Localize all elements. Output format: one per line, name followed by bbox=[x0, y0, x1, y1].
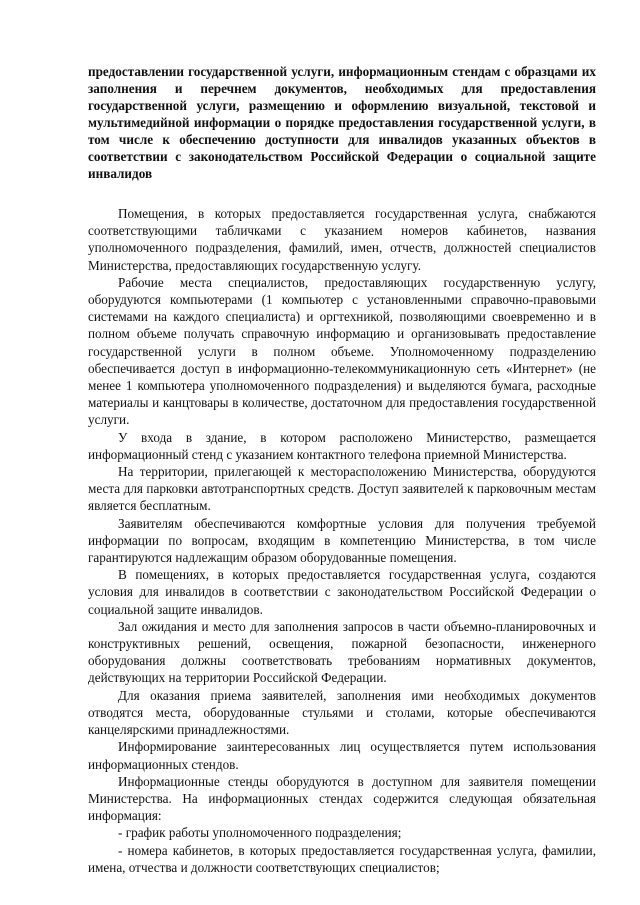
paragraph: В помещениях, в которых предоставляется государственная услуга, создаются условия для инвалидов в соответствии с законодательством Российской Федерации о социальной защите инвалидов. bbox=[88, 567, 596, 617]
document-page bbox=[88, 56, 596, 876]
section-heading: предоставлении государственной услуги, информационным стендам с образцами их заполнения и перечнем документов, необходимых для предоставления государственной услуги, размещению и оформлению визуальной, текстовой и мультимедийной информации о порядке предоставления государственной услуги, в том числе к обеспечению доступности для инвалидов указанных объектов в соответствии с законодательством Российской Федерации о социальной защите инвалидов bbox=[88, 64, 596, 181]
paragraph: Зал ожидания и место для заполнения запросов в части объемно-планировочных и конструктивных решений, освещения, пожарной безопасности, инженерного оборудования должны соответствовать требованиям нормативных документов, действующих на территории Российской Федерации. bbox=[88, 618, 596, 686]
paragraph: У входа в здание, в котором расположено Министерство, размещается информационный стенд с указанием контактного телефона приемной Министерства. bbox=[88, 429, 596, 462]
paragraph: Для оказания приема заявителей, заполнения ими необходимых документов отводятся места, оборудованные стульями и столами, которые обеспечиваются канцелярскими принадлежностями. bbox=[88, 687, 596, 738]
body-text bbox=[88, 205, 596, 876]
list-item: - номера кабинетов, в которых предоставляется государственная услуга, фамилии, имена, отчества и должности соответствующих специалистов; bbox=[88, 842, 596, 875]
paragraph: Информирование заинтересованных лиц осуществляется путем использования информационных стендов. bbox=[88, 739, 596, 772]
list-item: - график работы уполномоченного подразделения; bbox=[118, 825, 402, 841]
paragraph: На территории, прилегающей к месторасположению Министерства, оборудуются места для парковки автотранспортных средств. Доступ заявителей к парковочным местам является бесплатным. bbox=[88, 464, 596, 514]
paragraph: Информационные стенды оборудуются в доступном для заявителя помещении Министерства. На информационных стендах содержится следующая обязательная информация: bbox=[88, 773, 596, 824]
paragraph: Рабочие места специалистов, предоставляющих государственную услугу, оборудуются компьютерами (1 компьютер с установленными справочно-правовыми системами на каждого специалиста) и оргтехникой, позволяющими своевременно и в полном объеме получать справочную информацию и организовывать предоставление государственной услуги в полном объеме. Уполномоченному подразделению обеспечивается доступ в информационно-телекоммуникационную сеть «Интернет» (не менее 1 компьютера уполномоченного подразделения) и выделяются бумага, расходные материалы и канцтовары в количестве, достаточном для предоставления государственной услуги. bbox=[88, 274, 596, 428]
paragraph: Помещения, в которых предоставляется государственная услуга, снабжаются соответствующими табличками с указанием номеров кабинетов, названия уполномоченного подразделения, фамилий, имен, отчеств, должностей специалистов Министерства, предоставляющих государственную услугу. bbox=[88, 206, 596, 273]
spacer bbox=[88, 182, 596, 205]
paragraph: Заявителям обеспечиваются комфортные условия для получения требуемой информации по вопросам, входящим в компетенцию Министерства, в том числе гарантируются надлежащим образом оборудованные помещения. bbox=[88, 515, 596, 566]
